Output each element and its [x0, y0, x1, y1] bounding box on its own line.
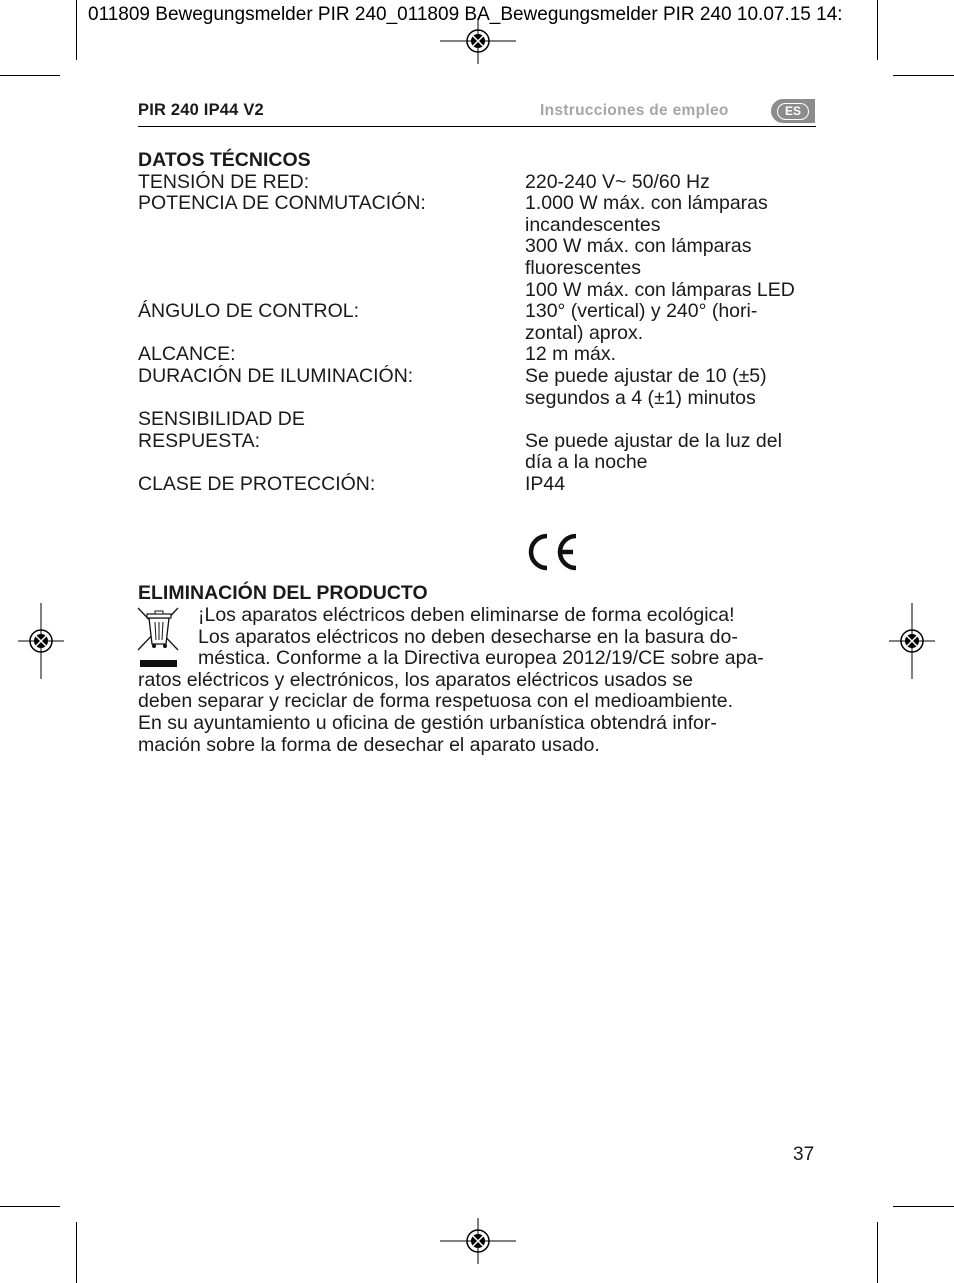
spec-value	[525, 409, 828, 431]
spec-value-line: zontal) aprox.	[525, 321, 644, 344]
model-name: PIR 240 IP44 V2	[138, 101, 264, 119]
spec-value-line: fluorescentes	[525, 256, 641, 279]
spec-value-line: Se puede ajustar de la luz del	[525, 429, 782, 452]
disposal-line: deben separar y reciclar de forma respetuosa con el medioambiente.	[138, 690, 734, 713]
spec-row	[138, 366, 828, 409]
spec-row	[138, 344, 828, 366]
spec-value	[525, 172, 828, 194]
registration-mark-icon	[18, 603, 64, 679]
page-number: 37	[793, 1144, 815, 1165]
spec-label: TENSIÓN DE RED:	[138, 170, 310, 193]
spec-value	[525, 193, 828, 301]
spec-value-line: 300 W máx. con lámparas	[525, 235, 752, 258]
spec-value-line: IP44	[525, 472, 566, 495]
spec-label: RESPUESTA:	[138, 429, 261, 452]
crop-mark	[0, 75, 60, 76]
disposal-line: mación sobre la forma de desechar el aparato usado.	[138, 733, 600, 756]
spec-row	[138, 409, 828, 431]
spec-value	[525, 474, 828, 496]
spec-value-line	[525, 409, 828, 431]
spec-table	[138, 172, 828, 496]
section-title: Instrucciones de empleo	[540, 102, 729, 119]
language-badge	[771, 99, 815, 123]
crop-mark	[0, 1206, 60, 1207]
registration-mark-icon	[440, 18, 516, 64]
language-code: ES	[777, 103, 809, 120]
spec-value-line: 100 W máx. con lámparas LED	[525, 278, 795, 301]
disposal-line: En su ayuntamiento u oficina de gestión urbanística obtendrá infor-	[138, 711, 717, 734]
spec-label: POTENCIA DE CONMUTACIÓN:	[138, 192, 426, 215]
crop-mark	[877, 0, 878, 60]
header-divider	[138, 126, 816, 127]
spec-value-line: 12 m máx.	[525, 343, 617, 366]
spec-value-line: incandescentes	[525, 213, 661, 236]
disposal-line: Los aparatos eléctricos no deben desecharse en la basura do-	[198, 625, 738, 648]
spec-row	[138, 474, 828, 496]
spec-label: SENSIBILIDAD DE	[138, 408, 305, 431]
crop-mark	[893, 1206, 954, 1207]
crop-mark	[76, 0, 77, 60]
spec-label: CLASE DE PROTECCIÓN:	[138, 472, 376, 495]
spec-value-line: 1.000 W máx. con lámparas	[525, 192, 768, 215]
spec-row	[138, 301, 828, 344]
spec-label: ALCANCE:	[138, 343, 236, 366]
spec-row	[138, 193, 828, 301]
disposal-line: ratos eléctricos y electrónicos, los aparatos eléctricos usados se	[138, 668, 693, 691]
registration-mark-icon	[440, 1218, 516, 1264]
ce-mark-icon	[522, 532, 578, 572]
spec-row	[138, 172, 828, 194]
print-slug: 011809 Bewegungsmelder PIR 240_011809 BA_Bewegungsmelder PIR 240 10.07.15 14:	[88, 4, 843, 25]
spec-label: DURACIÓN DE ILUMINACIÓN:	[138, 364, 414, 387]
specs-title: DATOS TÉCNICOS	[138, 149, 311, 171]
spec-value-line: día a la noche	[525, 451, 648, 474]
spec-value-line: Se puede ajustar de 10 (±5)	[525, 364, 767, 387]
spec-value-line: 130° (vertical) y 240° (hori-	[525, 300, 758, 323]
spec-value-line: segundos a 4 (±1) minutos	[525, 386, 756, 409]
spec-value	[525, 431, 828, 474]
spec-value	[525, 301, 828, 344]
crop-mark	[76, 1222, 77, 1283]
spec-value	[525, 366, 828, 409]
crop-mark	[893, 75, 954, 76]
spec-row	[138, 431, 828, 474]
crop-mark	[877, 1222, 878, 1283]
disposal-text	[138, 605, 828, 756]
disposal-line: ¡Los aparatos eléctricos deben eliminarse de forma ecológica!	[198, 604, 735, 626]
registration-mark-icon	[889, 603, 935, 679]
spec-label: ÁNGULO DE CONTROL:	[138, 300, 360, 323]
disposal-line: méstica. Conforme a la Directiva europea 2012/19/CE sobre apa-	[198, 647, 764, 670]
spec-value	[525, 344, 828, 366]
disposal-title: ELIMINACIÓN DEL PRODUCTO	[138, 582, 428, 604]
spec-value-line: 220-240 V~ 50/60 Hz	[525, 170, 710, 193]
technical-data	[138, 150, 828, 496]
